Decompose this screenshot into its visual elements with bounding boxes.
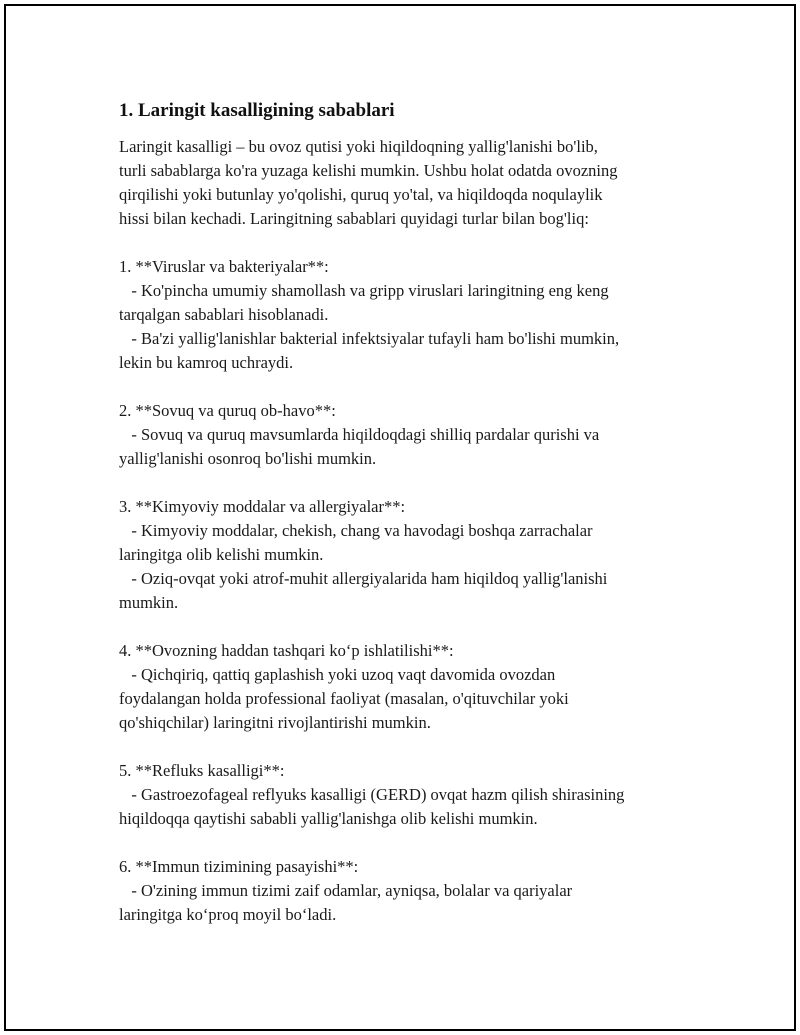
section-title: 5. **Refluks kasalligi**: xyxy=(119,761,285,780)
page-title: 1. Laringit kasalligining sabablari xyxy=(119,100,395,121)
section-body: - Ko'pincha umumiy shamollash va gripp viruslari laringitning eng keng tarqalgan sabablari hisoblanadi. - Ba'zi yallig'lanishlar bakterial infektsiyalar tufayli ham bo'lishi mumkin, lekin bu kamroq uchraydi. xyxy=(119,281,620,372)
section-body: - Kimyoviy moddalar, chekish, chang va havodagi boshqa zarrachalar laringitga olib kelishi mumkin. - Oziq-ovqat yoki atrof-muhit allergiyalarida ham hiqildoq yallig'lanishi mumkin. xyxy=(119,521,608,612)
section-title: 1. **Viruslar va bakteriyalar**: xyxy=(119,257,329,276)
section-voice-overuse xyxy=(119,639,709,735)
section-body: - Sovuq va quruq mavsumlarda hiqildoqdagi shilliq pardalar qurishi va yallig'lanishi osonroq bo'lishi mumkin. xyxy=(119,425,600,468)
section-body: - Qichqiriq, qattiq gaplashish yoki uzoq vaqt davomida ovozdan foydalangan holda professional faoliyat (masalan, o'qituvchilar yoki qo'shiqchilar) laringitni rivojlantirishi mumkin. xyxy=(119,665,569,732)
intro-paragraph: Laringit kasalligi – bu ovoz qutisi yoki hiqildoqning yallig'lanishi bo'lib, turli sabablarga ko'ra yuzaga kelishi mumkin. Ushbu holat odatda ovozning qirqilishi yoki butunlay yo'qolishi, quruq yo'tal, va hiqildoqda noqulaylik hissi bilan kechadi. Laringitning sabablari quyidagi turlar bilan bog'liq: xyxy=(119,137,618,228)
section-title: 6. **Immun tizimining pasayishi**: xyxy=(119,857,359,876)
section-body: - Gastroezofageal reflyuks kasalligi (GERD) ovqat hazm qilish shirasining hiqildoqqa qaytishi sababli yallig'lanishga olib kelishi mumkin. xyxy=(119,785,625,828)
section-chemicals-allergies xyxy=(119,495,709,615)
section-body: - O'zining immun tizimi zaif odamlar, ayniqsa, bolalar va qariyalar laringitga ko‘proq moyil bo‘ladi. xyxy=(119,881,573,924)
document-content xyxy=(119,99,709,927)
page-frame xyxy=(4,4,796,1031)
section-immune-system xyxy=(119,855,709,927)
section-title: 3. **Kimyoviy moddalar va allergiyalar**: xyxy=(119,497,406,516)
section-cold-weather xyxy=(119,399,709,471)
section-title: 4. **Ovozning haddan tashqari ko‘p ishlatilishi**: xyxy=(119,641,454,660)
section-reflux xyxy=(119,759,709,831)
section-title: 2. **Sovuq va quruq ob-havo**: xyxy=(119,401,336,420)
section-viruses xyxy=(119,255,709,375)
